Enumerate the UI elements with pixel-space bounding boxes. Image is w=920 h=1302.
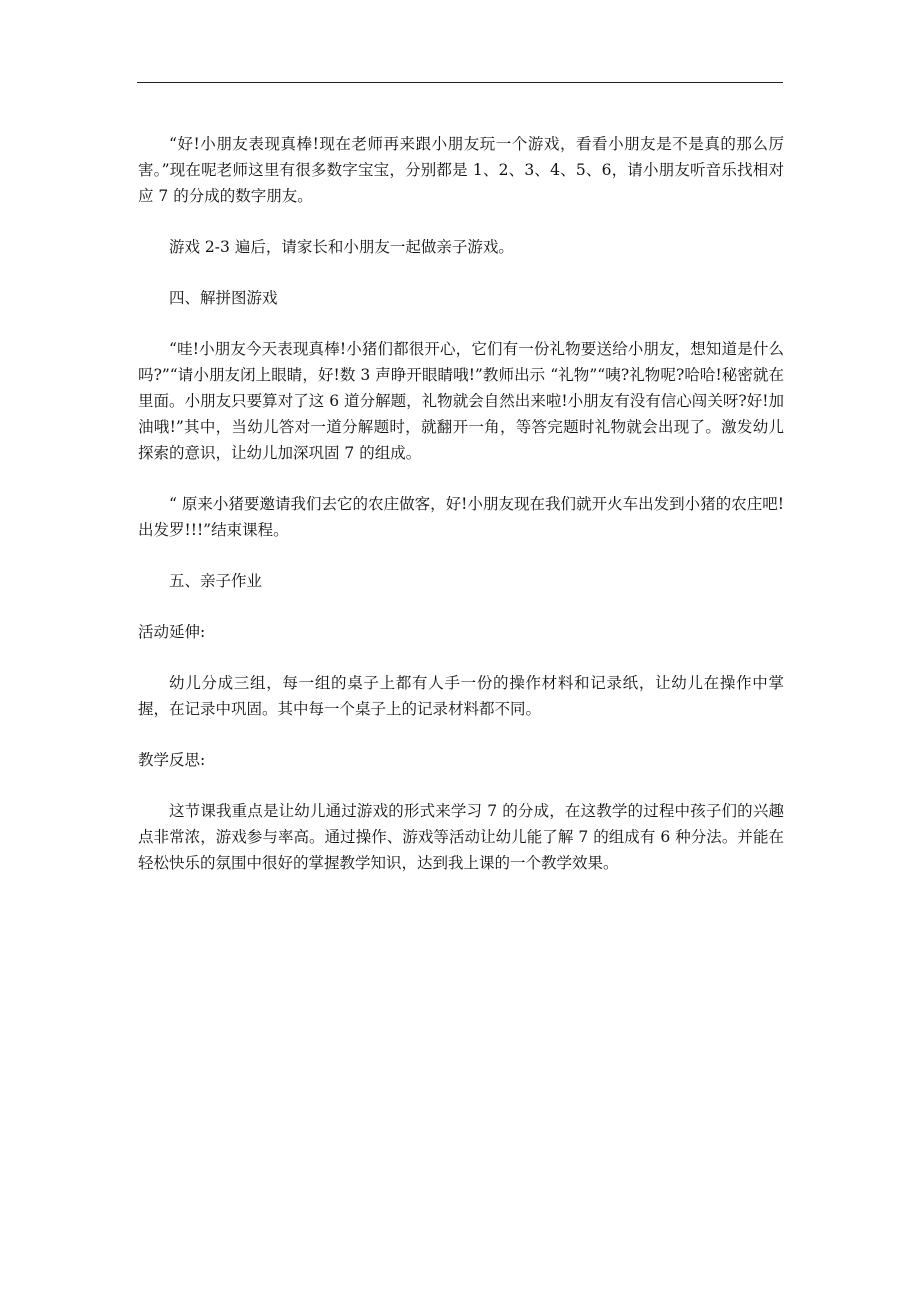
paragraph-activity-extension: 幼儿分成三组，每一组的桌子上都有人手一份的操作材料和记录纸，让幼儿在操作中掌握，在记录中巩固。其中每一个桌子上的记录材料都不同。 [138,674,784,718]
section-heading-homework: 五、亲子作业 [169,572,263,590]
label-teaching-reflection: 教学反思: [138,751,206,769]
label-activity-extension: 活动延伸: [138,623,206,641]
document-body [138,131,784,901]
paragraph-farm-invite: “ 原来小猪要邀请我们去它的农庄做客，好!小朋友现在我们就开火车出发到小猪的农庄吧!出发罗!!!”结束课程。 [138,495,784,539]
paragraph-number-game: “好!小朋友表现真棒!现在老师再来跟小朋友玩一个游戏，看看小朋友是不是真的那么厉害。”现在呢老师这里有很多数字宝宝，分别都是 1、2、3、4、5、6，请小朋友听音乐找相对应 7 的分成的数字朋友。 [138,135,784,205]
header-rule [137,82,783,83]
section-heading-puzzle-game: 四、解拼图游戏 [169,289,278,307]
paragraph-gift-puzzle: “哇!小朋友今天表现真棒!小猪们都很开心，它们有一份礼物要送给小朋友，想知道是什么吗?”“请小朋友闭上眼睛，好!数 3 声睁开眼睛哦!”教师出示 “礼物”“咦?礼物呢?哈哈!秘密就在里面。小朋友只要算对了这 6 道分解题，礼物就会自然出来啦!小朋友有没有信心闯关呀?好!加油哦!”其中，当幼儿答对一道分解题时，就翻开一角，等答完题时礼物就会出现了。激发幼儿探索的意识，让幼儿加深巩固 7 的组成。 [138,340,784,462]
paragraph-parent-game: 游戏 2-3 遍后，请家长和小朋友一起做亲子游戏。 [169,238,514,256]
paragraph-teaching-reflection: 这节课我重点是让幼儿通过游戏的形式来学习 7 的分成，在这教学的过程中孩子们的兴趣点非常浓，游戏参与率高。通过操作、游戏等活动让幼儿能了解 7 的组成有 6 种分法。并能在轻松快乐的氛围中很好的掌握教学知识，达到我上课的一个教学效果。 [138,802,784,872]
